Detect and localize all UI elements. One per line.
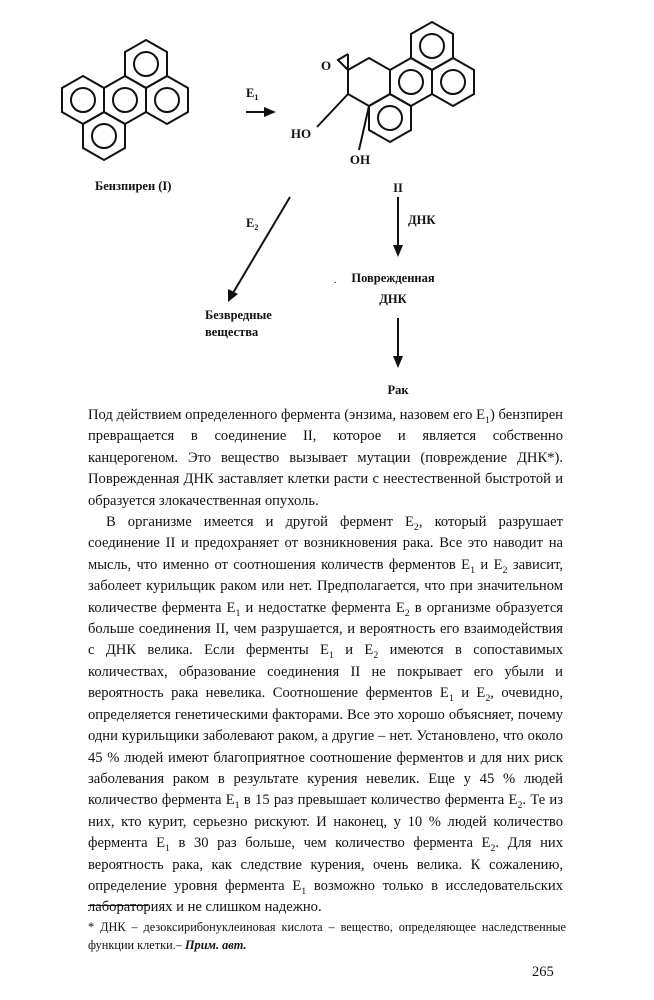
benzpyrene-structure (62, 40, 188, 160)
harmless-substances-line1: Безвредные (205, 308, 272, 322)
subscript: 2 (373, 650, 379, 662)
hydroxyl-oh: OH (349, 152, 371, 167)
subscript: 2 (490, 843, 496, 855)
diol-epoxide-structure (317, 22, 474, 150)
page-number: 265 (532, 964, 554, 980)
subscript: 2 (517, 800, 523, 812)
paragraph (88, 512, 563, 919)
text-run: , очевидно, определяется генетическими факторами. Все это хорошо объясняет, почему одни курильщики заболевают раком, а другие – нет. Установлено, что около 45 % людей имеют благоприятное соотношение ферментов и для них риск заболевания раком в результате курения невелик. Еще у 45 % людей количество фермента E (88, 685, 563, 809)
cancer-label: Рак (387, 383, 409, 397)
body-text (88, 405, 563, 919)
compound-1-label: Бензпирен (I) (95, 179, 172, 193)
subscript: 1 (470, 564, 476, 576)
enzyme-e1-label: $E_1$ (246, 86, 259, 102)
subscript: 2 (502, 564, 508, 576)
footnote-text: * ДНК – дезоксирибонуклеиновая кислота – вещество, определяющее наследственные функции клетки.– (88, 920, 566, 952)
text-run: зависит, заболеет курильщик раком или нет. Предполагается, что при значительном количестве фермента E (88, 556, 563, 616)
text-run: в 30 раз больше, чем количество фермента E (169, 835, 491, 852)
subscript: 1 (448, 693, 454, 705)
subscript: 1 (235, 607, 241, 619)
subscript: 1 (485, 414, 490, 426)
subscript: 2 (485, 693, 491, 705)
text-run: , который разрушает соединение II и предохраняет от возникновения рака. Все это наводит на мысль, что именно от соотношения количеств ферментов E (88, 514, 563, 573)
stray-dot: . (334, 275, 337, 286)
dna-arrow-label: ДНК (408, 213, 436, 227)
text-run: . Для них вероятность рака, как следствие курения, очень велика. К сожалению, определение уровня фермента E (88, 835, 563, 894)
text-run: Под действием определенного фермента (энзима, назовем его E (88, 407, 486, 423)
subscript: 1 (165, 843, 170, 855)
paragraph (88, 405, 563, 512)
damaged-dna-label-line2: ДНК (379, 292, 407, 306)
epoxide-oxygen: O (320, 58, 332, 73)
text-run: в 15 раз превышает количество фермента E (239, 792, 518, 809)
footnote-author-note: Прим. авт. (184, 938, 247, 952)
text-run: и недостатке фермента E (240, 599, 405, 616)
hydroxyl-ho: HO (290, 126, 312, 141)
subscript: 2 (413, 521, 419, 533)
text-run: и E (475, 556, 503, 573)
footnote (88, 918, 566, 954)
text-run: имеются в сопоставимых количествах, образование соединения II не покрывает его убыли и вероятность рака невелика. Соотношение ферментов E (88, 642, 564, 702)
text-run: возможно только в исследовательских лабораториях и не слишком надежно. (88, 877, 563, 916)
text-run: В организме имеется и другой фермент E (106, 514, 414, 531)
text-run: в организме образуется больше соединения II, чем разрушается, и вероятность его взаимодействия с ДНК велика. Если ферменты E (88, 599, 564, 659)
text-run: и E (453, 685, 486, 702)
damaged-dna-label-line1: Поврежденная (351, 271, 435, 285)
enzyme-e2-label: $E_2$ (246, 216, 259, 232)
text-run: ) бензпирен превращается в соединение II, которое и является собственно канцерогеном. Это вещество вызывает мутации (повреждение ДНК*). Поврежденная ДНК заставляет клетки расти с неестественной быстротой и образуется злокачественная опухоль. (88, 407, 563, 509)
reaction-scheme (0, 0, 654, 410)
compound-2-label: II (393, 181, 403, 195)
subscript: 2 (404, 607, 410, 619)
subscript: 1 (301, 885, 307, 897)
harmless-substances-line2: вещества (205, 325, 259, 339)
reaction-arrow-e2 (230, 197, 290, 298)
subscript: 1 (234, 800, 240, 812)
subscript: 1 (328, 650, 334, 662)
text-run: и E (333, 642, 374, 659)
footnote-divider (88, 905, 148, 906)
text-run: . Те из них, кто курит, серьезно рискуют. И наконец, у 10 % людей количество фермента E (88, 792, 563, 852)
